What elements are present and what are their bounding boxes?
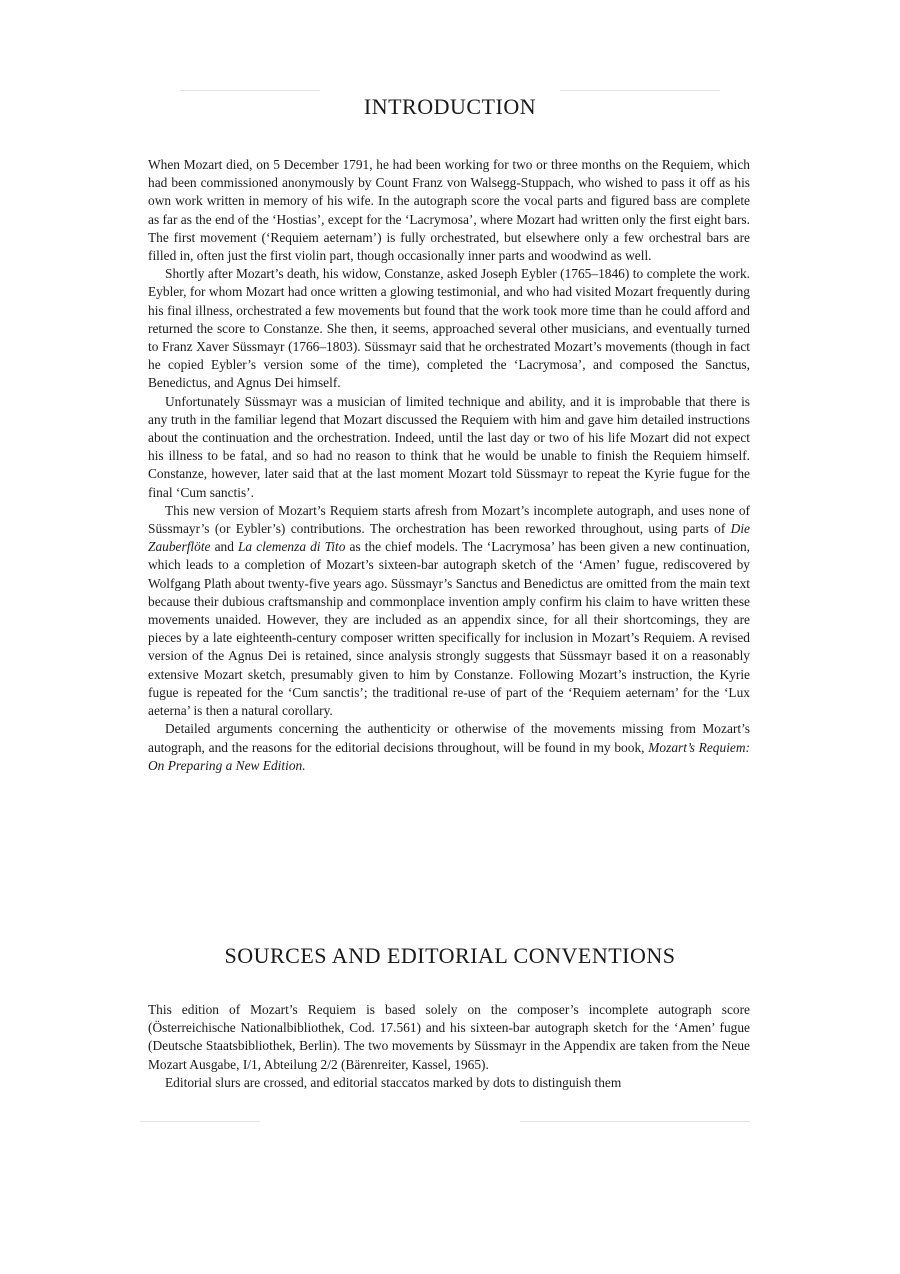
sources-heading: SOURCES AND EDITORIAL CONVENTIONS: [224, 943, 676, 968]
italic-title: La clemenza di Tito: [237, 539, 346, 555]
text-run: This edition of Mozart’s Requiem is based solely on the composer’s incomplete autograph score (Österreichische Nationalbibliothek, Cod. 17.561) and his sixteen-bar autograph sketch for the ‘Amen’ fugue (Deutsche Staatsbibliothek, Berlin). The two movements by Süssmayr in the Appendix are taken from the Neue Mozart Ausgabe, I/1, Abteilung 2/2 (Bärenreiter, Kassel, 1965).: [148, 1002, 750, 1072]
introduction-paragraph: [148, 156, 750, 265]
scan-edge-mark-bottom-left: [140, 1121, 260, 1122]
introduction-heading: INTRODUCTION: [363, 94, 537, 119]
text-run: When Mozart died, on 5 December 1791, he had been working for two or three months on the Requiem, which had been commissioned anonymously by Count Franz von Walsegg-Stuppach, who wished to pass it off as his own work written in memory of his wife. In the autograph score the vocal parts and figured bass are complete as far as the end of the ‘Hostias’, except for the ‘Lacrymosa’, where Mozart had written only the first eight bars. The first movement (‘Requiem aeternam’) is fully orchestrated, but elsewhere only a few orchestral bars are filled in, often just the first violin part, though occasionally inner parts and woodwind as well.: [148, 157, 750, 264]
scan-edge-mark-bottom-right: [520, 1121, 750, 1122]
text-run: Editorial slurs are crossed, and editorial staccatos marked by dots to distinguish them: [165, 1074, 622, 1090]
scan-edge-mark-top: [180, 90, 320, 91]
text-run: Unfortunately Süssmayr was a musician of limited technique and ability, and it is improbable that there is any truth in the familiar legend that Mozart discussed the Requiem with him and gave him detailed instructions about the continuation and the orchestration. Indeed, until the last day or two of his life Mozart did not expect his illness to be fatal, and so had no reason to think that he would be unable to finish the Requiem himself. Constanze, however, later said that at the last moment Mozart told Süssmayr to repeat the Kyrie fugue for the final ‘Cum sanctis’.: [148, 393, 750, 500]
text-run: Shortly after Mozart’s death, his widow, Constanze, asked Joseph Eybler (1765–1846) to complete the work. Eybler, for whom Mozart had once written a glowing testimonial, and who had visited Mozart frequently during his final illness, orchestrated a few movements but found that the work took more time than he could afford and returned the score to Constanze. She then, it seems, approached several other musicians, and eventually turned to Franz Xaver Süssmayr (1766–1803). Süssmayr said that he orchestrated Mozart’s movements (though in fact he copied Eybler’s version some of the time), completed the ‘Lacrymosa’, and composed the Sanctus, Benedictus, and Agnus Dei himself.: [148, 266, 750, 391]
italic-title: Die Zauberflöte: [148, 521, 750, 555]
text-run: as the chief models. The ‘Lacrymosa’ has been given a new continuation, which leads to a completion of Mozart’s sixteen-bar autograph sketch of the ‘Amen’ fugue, rediscovered by Wolfgang Plath about twenty-five years ago. Süssmayr’s Sanctus and Benedictus are omitted from the main text because their dubious craftsmanship and commonplace invention amply confirm his claim to have written these movements unaided. However, they are included as an appendix since, for all their shortcomings, they are pieces by a late eighteenth-century composer written specifically for inclusion in Mozart’s Requiem. A revised version of the Agnus Dei is retained, since analysis strongly suggests that Süssmayr based it on a reasonably extensive Mozart sketch, presumably given to him by Constanze. Following Mozart’s instruction, the Kyrie fugue is repeated for the ‘Cum sanctis’; the traditional re-use of part of the ‘Requiem aeternam’ for the ‘Lux aeterna’ is then a natural corollary.: [148, 539, 750, 719]
sources-body: [148, 1001, 750, 1092]
introduction-paragraph: [148, 393, 750, 502]
introduction-body: [148, 156, 750, 775]
introduction-paragraph: [148, 265, 750, 392]
text-run: This new version of Mozart’s Requiem starts afresh from Mozart’s incomplete autograph, and uses none of Süssmayr’s (or Eybler’s) contributions. The orchestration has been reworked throughout, using parts of: [148, 502, 750, 537]
introduction-paragraph: [148, 720, 750, 775]
text-run: Detailed arguments concerning the authenticity or otherwise of the movements missing from Mozart’s autograph, and the reasons for the editorial decisions throughout, will be found in my book,: [148, 721, 750, 755]
sources-paragraph: [148, 1074, 750, 1092]
scan-edge-mark-top-right: [560, 90, 720, 91]
text-run: and: [210, 539, 238, 555]
italic-title: Mozart’s Requiem: On Preparing a New Edition.: [148, 739, 750, 773]
sources-paragraph: [148, 1001, 750, 1074]
introduction-paragraph: [148, 502, 750, 720]
